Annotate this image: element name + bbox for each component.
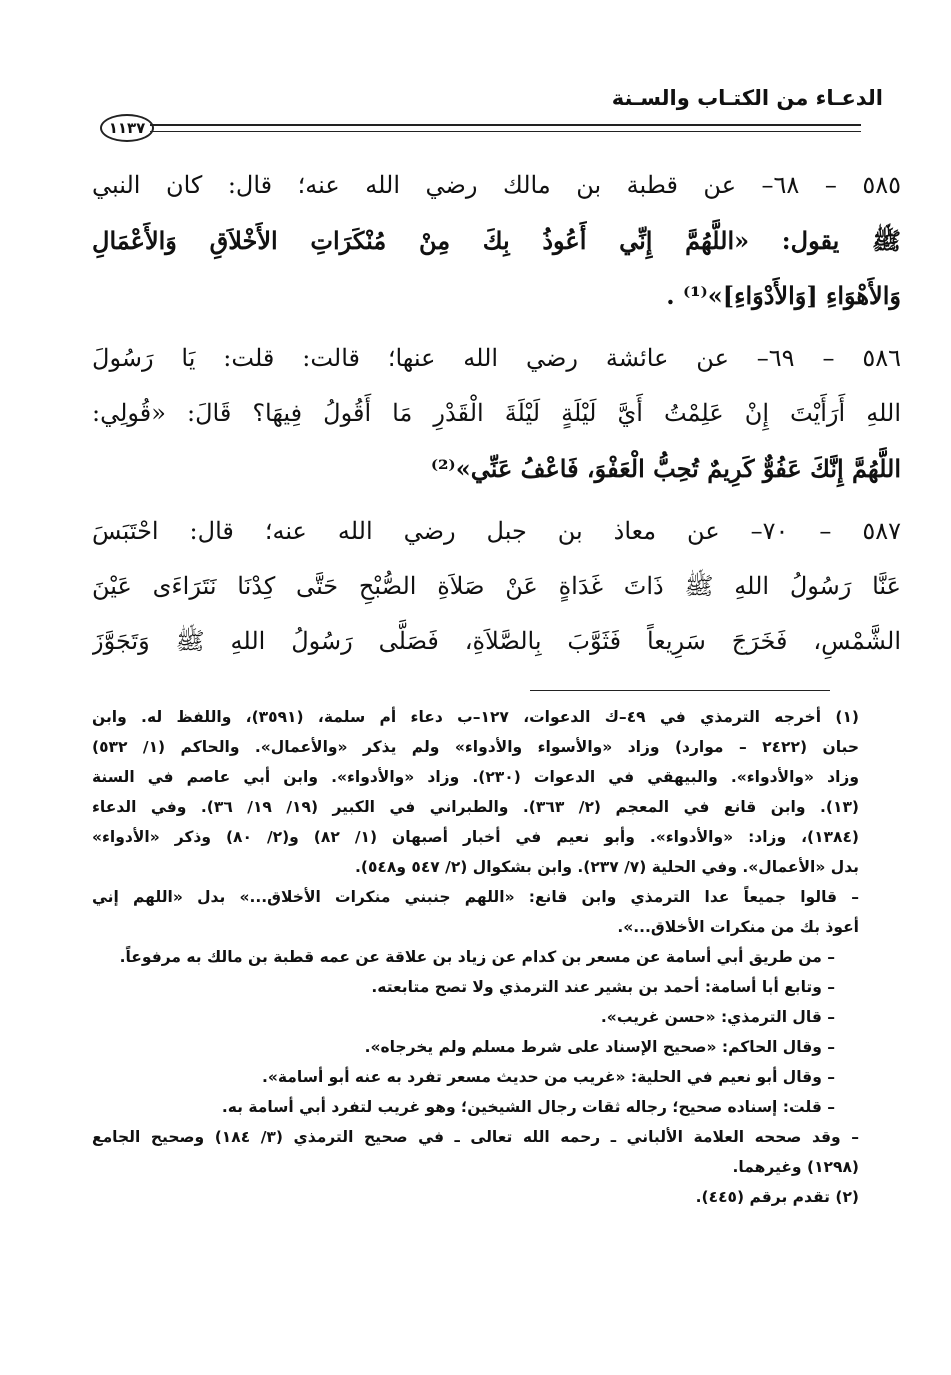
text-line: عَنَّا رَسُولُ اللهِ ﷺ ذَاتَ غَدَاةٍ عَنْ صَلاَةِ الصُّبْحِ حَتَّى كِدْنَا نَتَرَاءَى عَيْنَ	[92, 572, 901, 600]
text-line: اللهِ أَرَأَيْتَ إِنْ عَلِمْتُ أَيَّ لَيْلَةٍ لَيْلَةَ الْقَدْرِ مَا أَقُولُ فِيهَا؟ قَالَ: «قُولِي:	[92, 399, 901, 427]
footnote-line: – وتابع أبا أسامة: أحمد بن بشير عند الترمذي ولا تصح متابعته.	[371, 978, 835, 996]
footnote-line: – قلت: إسناده صحيح؛ رجاله ثقات رجال الشيخين؛ وهو غريب لتفرد أبي أسامة به.	[221, 1098, 835, 1116]
footnote-line: أعوذ بك من منكرات الأخلاق...».	[617, 918, 859, 936]
footnote-line: (١٣). وابن قانع في المعجم (٢/ ٣٦٣). والطبراني في الكبير (١٩/ ١٩/ ٣٦). وفي الدعاء	[92, 798, 859, 816]
footnote-line: (١٣٨٤)، وزاد: «والأدواء». وأبو نعيم في أخبار أصبهان (١/ ٨٢) و(٢/ ٨٠) وذكر «الأدواء»	[92, 828, 859, 846]
main-text	[92, 158, 901, 677]
header-rule	[150, 124, 861, 132]
footnote-line: وزاد «والأدواء». والبيهقي في الدعوات (٢٣٠). وزاد «والأدواء». وابن أبي عاصم في السنة	[92, 768, 859, 786]
footnote-line: (١) أخرجه الترمذي في ٤٩–ك الدعوات، ١٢٧–ب دعاء أم سلمة، (٣٥٩١)، واللفظ له. وابن	[92, 708, 859, 726]
hadith-587	[92, 504, 901, 669]
footnote-line: – وقال أبو نعيم في الحلية: «غريب من حديث مسعر تفرد به عنه أبو أسامة».	[261, 1068, 835, 1086]
text-line: وَالأَهْوَاءِ [وَالأَدْوَاءِ]»⁽¹⁾ .	[666, 281, 901, 310]
text-line: ٥٨٦ – ٦٩– عن عائشة رضي الله عنها؛ قالت: قلت: يَا رَسُولَ	[92, 344, 901, 372]
text-line: ﷺ يقول: «اللَّهُمَّ إِنِّي أَعُوذُ بِكَ مِنْ مُنْكَرَاتِ الأَخْلاَقِ وَالأَعْمَالِ	[92, 226, 901, 255]
text-line: ٥٨٧ – ٧٠– عن معاذ بن جبل رضي الله عنه؛ قال: احْتَبَسَ	[92, 517, 901, 545]
footnote-line: – وقال الحاكم: «صحيح الإسناد على شرط مسلم ولم يخرجاه».	[364, 1038, 835, 1056]
footnote-line: حبان (٢٤٢٢ – موارد) وزاد «والأسواء والأدواء» ولم يذكر «والأعمال». والحاكم (١/ ٥٣٢)	[92, 738, 859, 756]
running-header-title: الدعـاء من الكتـاب والسـنة	[611, 86, 883, 110]
hadith-585	[92, 158, 901, 323]
footnote-line: – وقد صححه العلامة الألباني ـ رحمه الله تعالى ـ في صحيح الترمذي (٣/ ١٨٤) وصحيح الجامع	[92, 1128, 859, 1146]
text-line: ٥٨٥ – ٦٨– عن قطبة بن مالك رضي الله عنه؛ قال: كان النبي	[92, 171, 901, 199]
hadith-586	[92, 331, 901, 496]
page-number: ١١٣٧	[100, 114, 154, 142]
text-line: اللَّهُمَّ إِنَّكَ عَفُوٌّ كَرِيمٌ تُحِبُّ الْعَفْوَ، فَاعْفُ عَنِّي»⁽²⁾	[430, 454, 901, 483]
footnote-line: – من طريق أبي أسامة عن مسعر بن كدام عن زياد بن علاقة عن عمه قطبة بن مالك به مرفوعاً.	[119, 948, 835, 966]
footnote-line: – قال الترمذي: «حسن غريب».	[600, 1008, 835, 1026]
footnotes	[92, 702, 859, 1212]
footnote-line: (٢) تقدم برقم (٤٤٥).	[695, 1188, 859, 1206]
footnote-line: – قالوا جميعاً عدا الترمذي وابن قانع: «اللهم جنبني منكرات الأخلاق...» بدل «اللهم إني	[92, 888, 859, 906]
text-line: الشَّمْسِ، فَخَرَجَ سَرِيعاً فَثَوَّبَ بِالصَّلاَةِ، فَصَلَّى رَسُولُ اللهِ ﷺ وَتَجَوَّزَ	[92, 627, 901, 655]
footnote-separator	[530, 690, 830, 691]
footnote-line: (١٢٩٨) وغيرهما.	[732, 1158, 859, 1176]
footnote-line: بدل «الأعمال». وفي الحلية (٧/ ٢٣٧). وابن بشكوال (٢/ ٥٤٧ و٥٤٨).	[354, 858, 859, 876]
